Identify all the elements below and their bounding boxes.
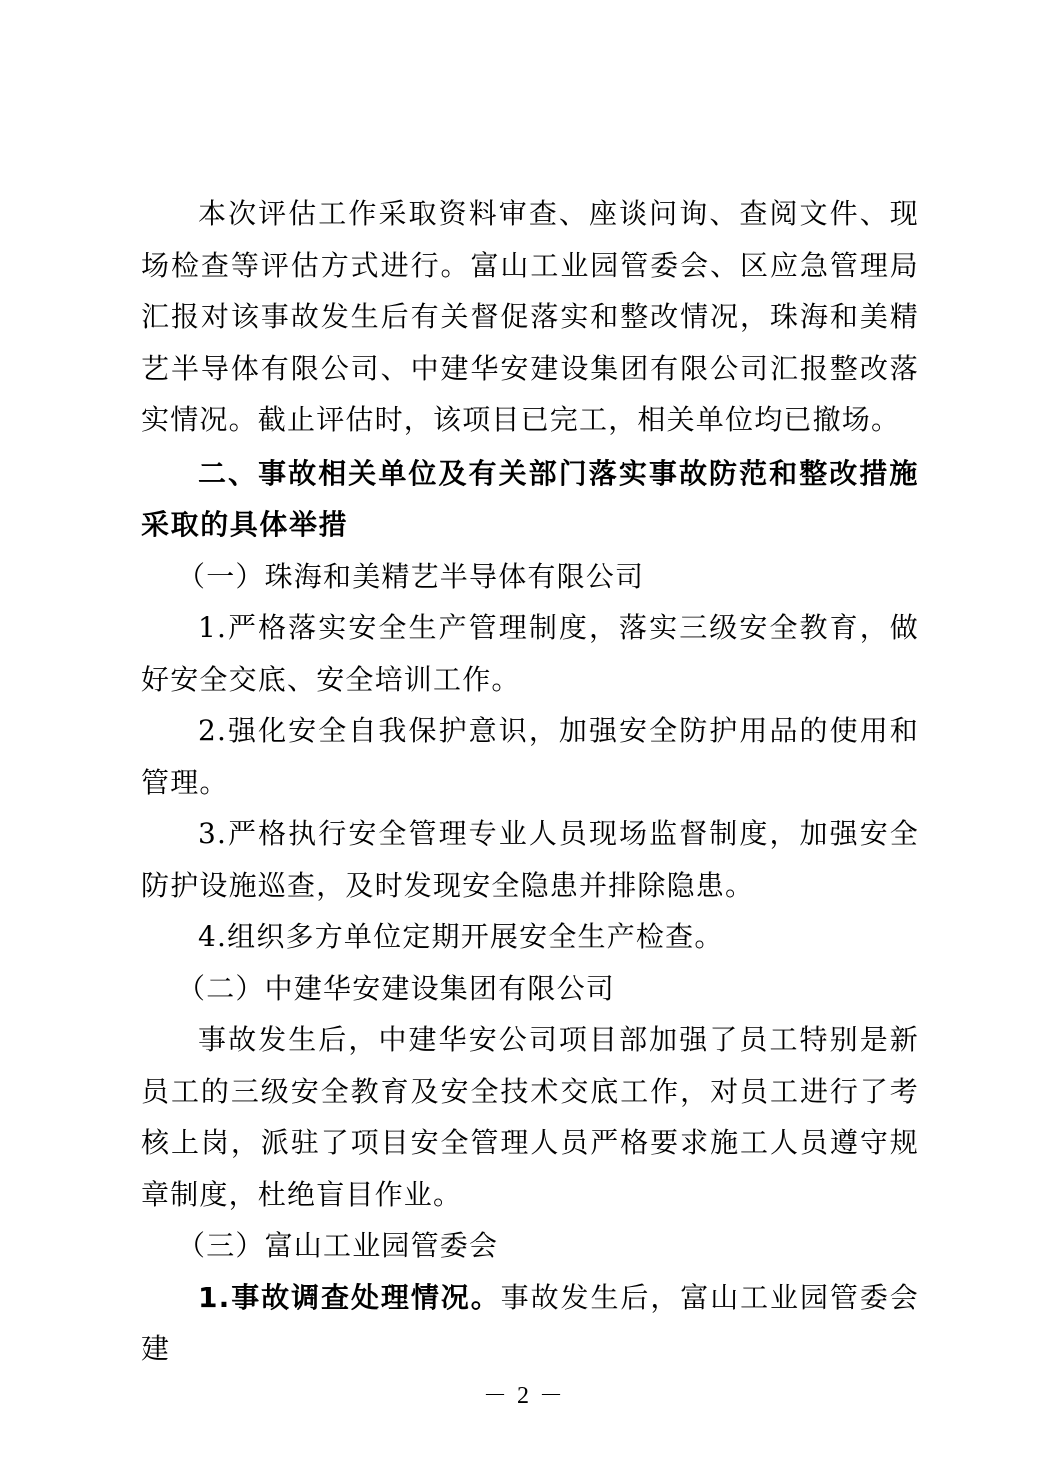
subsection-heading-2: （二）中建华安建设集团有限公司 [177, 971, 616, 1005]
list-item-4: 4.组织多方单位定期开展安全生产检查。 [198, 920, 724, 953]
list-item-1: 1.严格落实安全生产管理制度，落实三级安全教育，做好安全交底、安全培训工作。 [141, 611, 919, 696]
paragraph-text: 事故发生后，富山工业园管委会建 [141, 1280, 919, 1365]
list-item-2: 2.强化安全自我保护意识，加强安全防护用品的使用和管理。 [141, 714, 919, 799]
subsection-heading-1: （一）珠海和美精艺半导体有限公司 [177, 559, 645, 593]
page-number: － 2 － [483, 1383, 565, 1409]
paragraph-zhongjian-measures: 事故发生后，中建华安公司项目部加强了员工特别是新员工的三级安全教育及安全技术交底工作，对员工进行了考核上岗，派驻了项目安全管理人员严格要求施工人员遵守规章制度，杜绝盲目作业。 [141, 1023, 919, 1211]
paragraph-fushan-investigation [141, 1272, 919, 1375]
section-heading-2: 二、事故相关单位及有关部门落实事故防范和整改措施采取的具体举措 [141, 456, 919, 541]
document-body [141, 188, 919, 1375]
paragraph-lead-bold: 1.事故调查处理情况。 [198, 1280, 501, 1314]
subsection-heading-3: （三）富山工业园管委会 [177, 1229, 499, 1262]
list-item-3: 3.严格执行安全管理专业人员现场监督制度，加强安全防护设施巡查，及时发现安全隐患并排除隐患。 [141, 817, 919, 902]
paragraph-evaluation-method: 本次评估工作采取资料审查、座谈问询、查阅文件、现场检查等评估方式进行。富山工业园管委会、区应急管理局汇报对该事故发生后有关督促落实和整改情况，珠海和美精艺半导体有限公司、中建华安建设集团有限公司汇报整改落实情况。截止评估时，该项目已完工，相关单位均已撤场。 [141, 197, 919, 436]
